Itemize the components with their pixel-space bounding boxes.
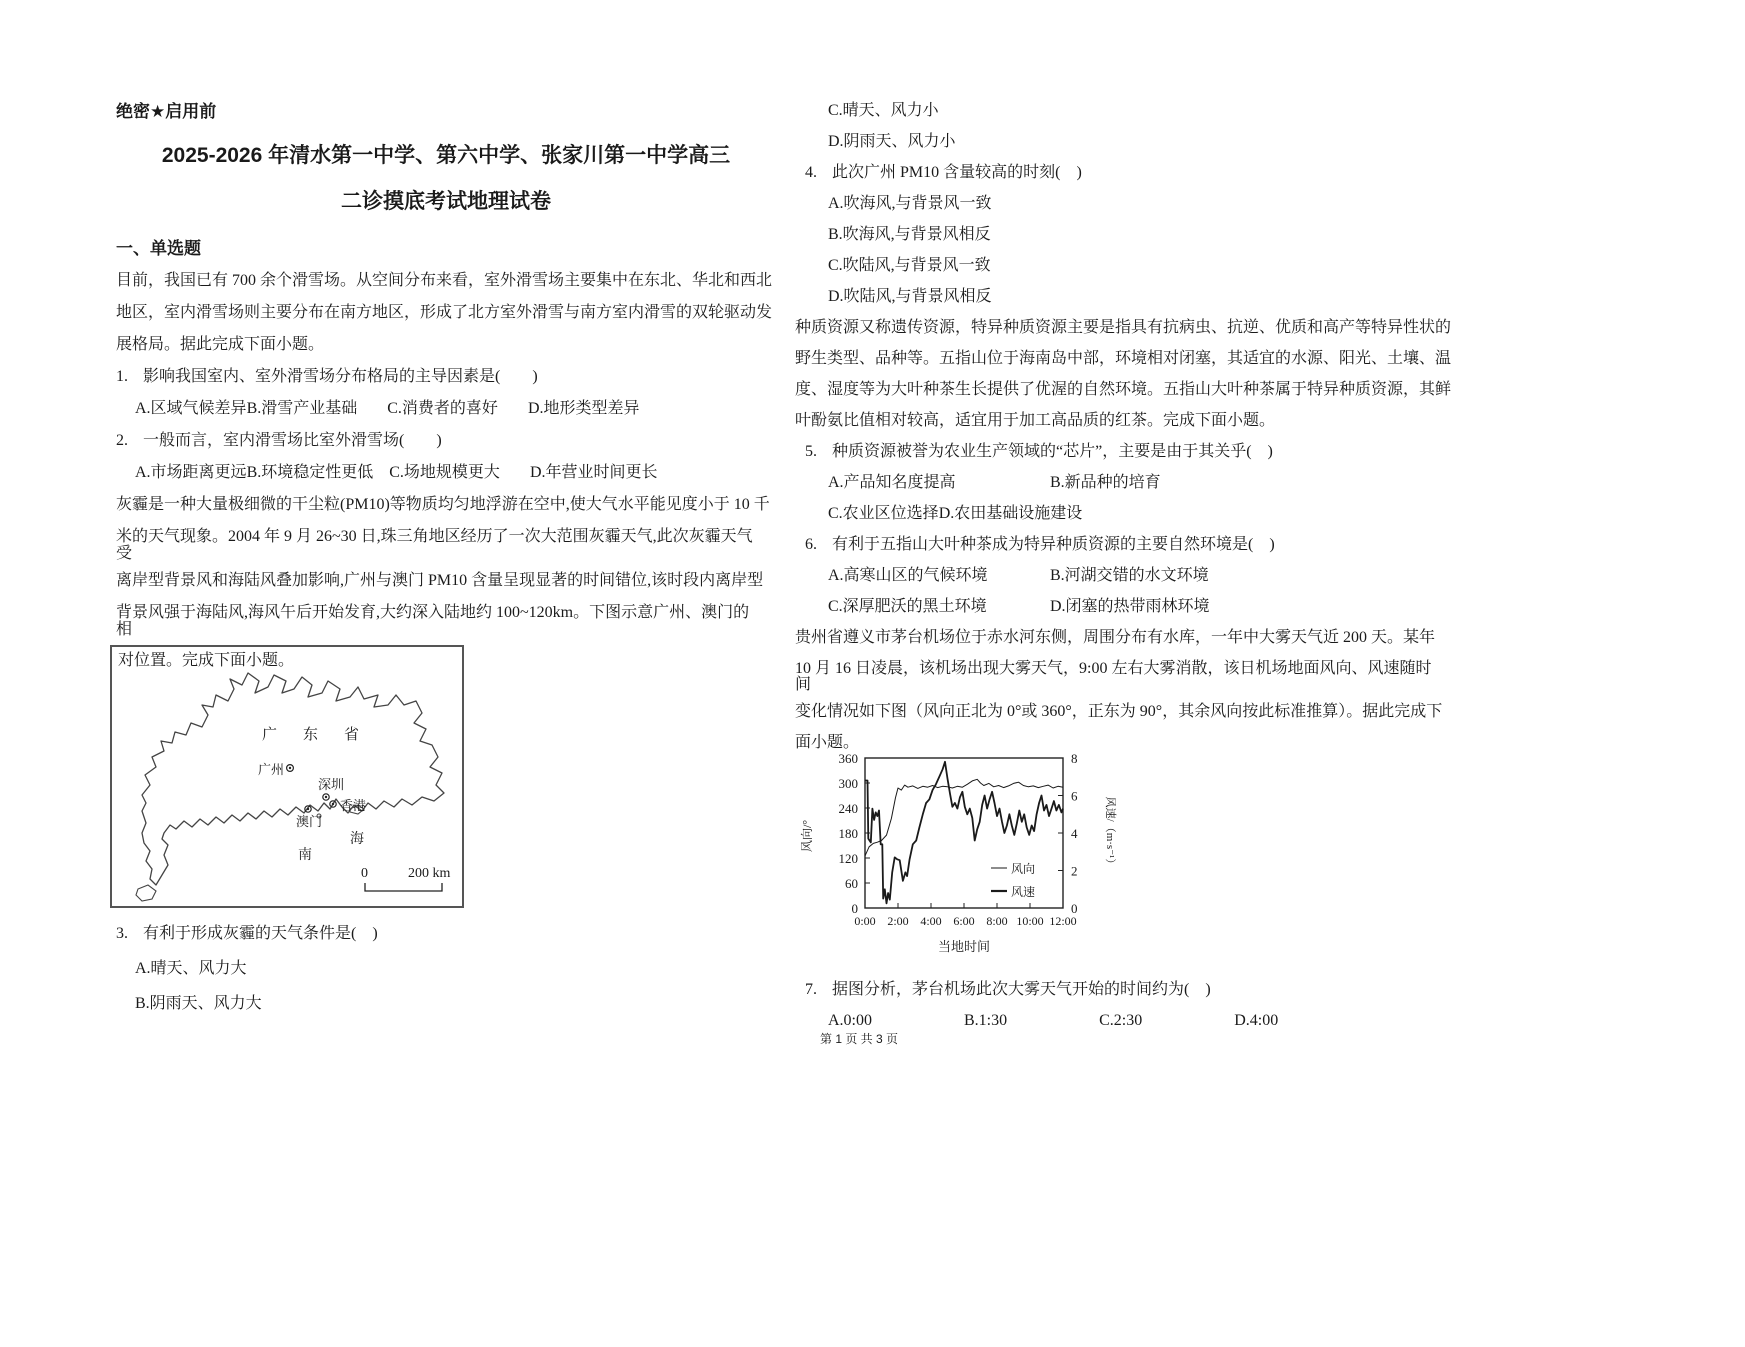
option-d: D.年营业时间更长 xyxy=(529,464,658,481)
page-footer: 第 1 页 共 3 页 xyxy=(820,1032,899,1046)
option-d: D.闭塞的热带雨林环境 xyxy=(1050,598,1210,615)
left-tick-label: 240 xyxy=(838,801,858,816)
option-a: A.高寒山区的气候环境 xyxy=(828,567,988,584)
series-风速 xyxy=(865,762,1063,904)
germplasm-paragraph-line: 种质资源又称遗传资源，特异种质资源主要是指具有抗病虫、抗逆、优质和高产等特异性状的 xyxy=(795,319,1452,336)
question-4 xyxy=(795,157,1415,188)
right-tick-label: 6 xyxy=(1071,788,1078,804)
question-5 xyxy=(795,436,1415,467)
question-number: 7. xyxy=(805,981,817,998)
hongkong-marker-dot xyxy=(332,803,334,805)
exam-title-line2: 二诊摸底考试地理试卷 xyxy=(341,190,551,213)
section-heading: 一、单选题 xyxy=(116,239,201,258)
x-tick-label: 12:00 xyxy=(1049,914,1077,928)
option-d: D.地形类型差异 xyxy=(527,400,640,417)
option-b: B.吹海风,与背景风相反 xyxy=(828,226,991,243)
right-column xyxy=(795,95,1452,1036)
small-island xyxy=(136,885,156,901)
germplasm-paragraph-line: 野生类型、品种等。五指山位于海南岛中部，环境相对闭塞，其适宜的水源、阳光、土壤、温 xyxy=(795,350,1452,367)
germplasm-paragraph-line: 叶酚氨比值相对较高，适宜用于加工高品质的红茶。完成下面小题。 xyxy=(795,412,1276,429)
x-tick-label: 0:00 xyxy=(854,914,876,928)
option-b: B.滑雪产业基础 xyxy=(246,400,358,417)
option-b: B.新品种的培育 xyxy=(1050,474,1161,491)
fog-paragraph-line: 10 月 16 日凌晨，该机场出现大雾天气，9:00 左右大雾消散，该日机场地面风向、风速随时 xyxy=(795,660,1432,677)
option-d: D.4:00 xyxy=(1234,1012,1279,1029)
intro-line: 目前，我国已有 700 余个滑雪场。从空间分布来看，室外滑雪场主要集中在东北、华北和西北 xyxy=(116,272,773,289)
right-axis-label: 风速/（m·s⁻¹） xyxy=(1104,796,1116,870)
fog-paragraph-line: 贵州省遵义市茅台机场位于赤水河东侧，周围分布有水库，一年中大雾天气近 200 天。某年 xyxy=(795,629,1436,646)
x-tick-label: 10:00 xyxy=(1016,914,1044,928)
fog-paragraph-line: 面小题。 xyxy=(795,734,860,751)
guangzhou-label: 广州 xyxy=(257,762,284,777)
x-tick-label: 2:00 xyxy=(887,914,909,928)
right-tick-label: 2 xyxy=(1071,863,1078,879)
question-number: 6. xyxy=(805,536,817,553)
fog-paragraph-line: 间 xyxy=(795,676,812,693)
series-风向 xyxy=(865,779,1063,856)
shenzhen-marker-dot xyxy=(325,796,327,798)
province-label: 广东省 xyxy=(262,727,386,743)
left-tick-label: 300 xyxy=(838,776,858,791)
haze-paragraph-line: 米的天气现象。2004 年 9 月 26~30 日,珠三角地区经历了一次大范围灰霾天气,此次灰霾天气 xyxy=(116,528,753,545)
haze-paragraph-line: 灰霾是一种大量极细微的干尘粒(PM10)等物质均匀地浮游在空中,使大气水平能见度小于 10 千 xyxy=(116,496,770,513)
question-5-options-row1 xyxy=(795,467,1415,498)
option-c: C.农业区位选择 xyxy=(828,505,939,522)
intro-line: 展格局。据此完成下面小题。 xyxy=(116,336,325,353)
option-b: B.1:30 xyxy=(964,1012,1008,1029)
scale-text: 200 km xyxy=(408,866,451,881)
question-1-options xyxy=(116,393,776,425)
option-d: D.阴雨天、风力小 xyxy=(828,133,956,150)
x-tick-label: 8:00 xyxy=(986,914,1008,928)
question-6 xyxy=(795,529,1415,560)
legend-label-speed: 风速 xyxy=(1011,885,1036,899)
option-a: A.0:00 xyxy=(828,1012,872,1029)
intro-line: 地区，室内滑雪场则主要分布在南方地区，形成了北方室外滑雪与南方室内滑雪的双轮驱动发 xyxy=(116,304,773,321)
sea-label-hai: 海 xyxy=(350,832,364,847)
wind-chart-svg xyxy=(795,748,1125,960)
hongkong-label: 香港 xyxy=(340,798,367,813)
option-d: D.农田基础设施建设 xyxy=(938,505,1083,522)
left-tick-label: 60 xyxy=(845,876,858,891)
question-stem: 影响我国室内、室外滑雪场分布格局的主导因素是( ) xyxy=(143,368,538,385)
option-a: A.区域气候差异 xyxy=(135,400,247,417)
question-2-options xyxy=(116,457,776,489)
question-stem: 此次广州 PM10 含量较高的时刻( ) xyxy=(832,164,1082,181)
option-a: A.晴天、风力大 xyxy=(135,960,247,977)
question-5-options-row2 xyxy=(795,498,1415,529)
left-tick-label: 120 xyxy=(838,851,858,866)
haze-paragraph-line: 受 xyxy=(116,545,133,562)
question-3 xyxy=(116,916,776,951)
option-d: D.吹陆风,与背景风相反 xyxy=(828,288,992,305)
question-stem: 一般而言，室内滑雪场比室外滑雪场( ) xyxy=(143,432,442,449)
province-outline xyxy=(142,673,444,885)
sea-label-nan: 南 xyxy=(298,848,312,863)
question-number: 1. xyxy=(116,368,128,385)
question-7 xyxy=(795,974,1415,1005)
left-tick-label: 0 xyxy=(851,901,858,916)
exam-title-line1: 2025-2026 年清水第一中学、第六中学、张家川第一中学高三 xyxy=(161,144,731,167)
question-stem: 有利于五指山大叶种茶成为特异种质资源的主要自然环境是( ) xyxy=(832,536,1275,553)
x-axis-label: 当地时间 xyxy=(937,939,991,954)
classified-banner: 绝密★启用前 xyxy=(116,102,217,121)
scale-zero: 0 xyxy=(361,866,368,881)
question-6-options-row1 xyxy=(795,560,1415,591)
question-stem: 据图分析，茅台机场此次大雾天气开始的时间约为( ) xyxy=(832,981,1211,998)
question-number: 5. xyxy=(805,443,817,460)
option-c: C.2:30 xyxy=(1099,1012,1143,1029)
legend-label-direction: 风向 xyxy=(1011,862,1036,876)
question-6-options-row2 xyxy=(795,591,1415,622)
macau-label: 澳门 xyxy=(296,814,323,829)
fog-paragraph-line: 变化情况如下图（风向正北为 0°或 360°，正东为 90°，其余风向按此标准推算）。据此完成下 xyxy=(795,703,1443,720)
option-c: C.消费者的喜好 xyxy=(387,400,498,417)
left-column xyxy=(116,95,776,1021)
pearl-river-delta-map xyxy=(110,645,464,908)
haze-paragraph-line: 对位置。完成下面小题。 xyxy=(118,652,295,669)
left-tick-label: 180 xyxy=(838,826,858,841)
question-number: 4. xyxy=(805,164,817,181)
scale-bar xyxy=(365,883,442,891)
option-a: A.市场距离更远 xyxy=(135,464,247,481)
shenzhen-label: 深圳 xyxy=(318,777,345,792)
option-c: C.深厚肥沃的黑土环境 xyxy=(828,598,987,615)
germplasm-paragraph-line: 度、湿度等为大叶种茶生长提供了优渥的自然环境。五指山大叶种茶属于特异种质资源，其鲜 xyxy=(795,381,1452,398)
haze-paragraph-line: 相 xyxy=(116,621,133,638)
x-tick-label: 6:00 xyxy=(953,914,975,928)
haze-paragraph-line: 离岸型背景风和海陆风叠加影响,广州与澳门 PM10 含量呈现显著的时间错位,该时段内离岸型 xyxy=(116,572,764,589)
left-tick-label: 360 xyxy=(838,751,858,766)
question-2 xyxy=(116,425,776,457)
option-b: B.环境稳定性更低 xyxy=(246,464,374,481)
question-number: 3. xyxy=(116,925,128,942)
macau-marker-dot xyxy=(307,808,309,810)
right-tick-label: 4 xyxy=(1071,826,1078,841)
map-svg xyxy=(112,647,462,906)
question-number: 2. xyxy=(116,432,128,449)
question-stem: 有利于形成灰霾的天气条件是( ) xyxy=(143,925,378,942)
haze-paragraph-line: 背景风强于海陆风,海风午后开始发育,大约深入陆地约 100~120km。下图示意广州、澳门的 xyxy=(116,604,750,621)
option-c: C.晴天、风力小 xyxy=(828,102,939,119)
option-a: A.吹海风,与背景风一致 xyxy=(828,195,992,212)
option-b: B.阴雨天、风力大 xyxy=(135,995,262,1012)
x-tick-label: 4:00 xyxy=(920,914,942,928)
question-stem: 种质资源被誉为农业生产领域的“芯片”，主要是由于其关乎( ) xyxy=(832,443,1273,460)
option-c: C.吹陆风,与背景风一致 xyxy=(828,257,991,274)
right-tick-label: 0 xyxy=(1071,901,1078,916)
left-axis-label: 风向/° xyxy=(800,819,814,853)
question-1 xyxy=(116,361,776,393)
wind-chart-figure xyxy=(795,748,1415,960)
option-c: C.场地规模更大 xyxy=(389,464,500,481)
right-tick-label: 8 xyxy=(1071,751,1078,766)
option-b: B.河湖交错的水文环境 xyxy=(1050,567,1209,584)
guangzhou-marker-dot xyxy=(289,767,291,769)
option-a: A.产品知名度提高 xyxy=(828,474,956,491)
